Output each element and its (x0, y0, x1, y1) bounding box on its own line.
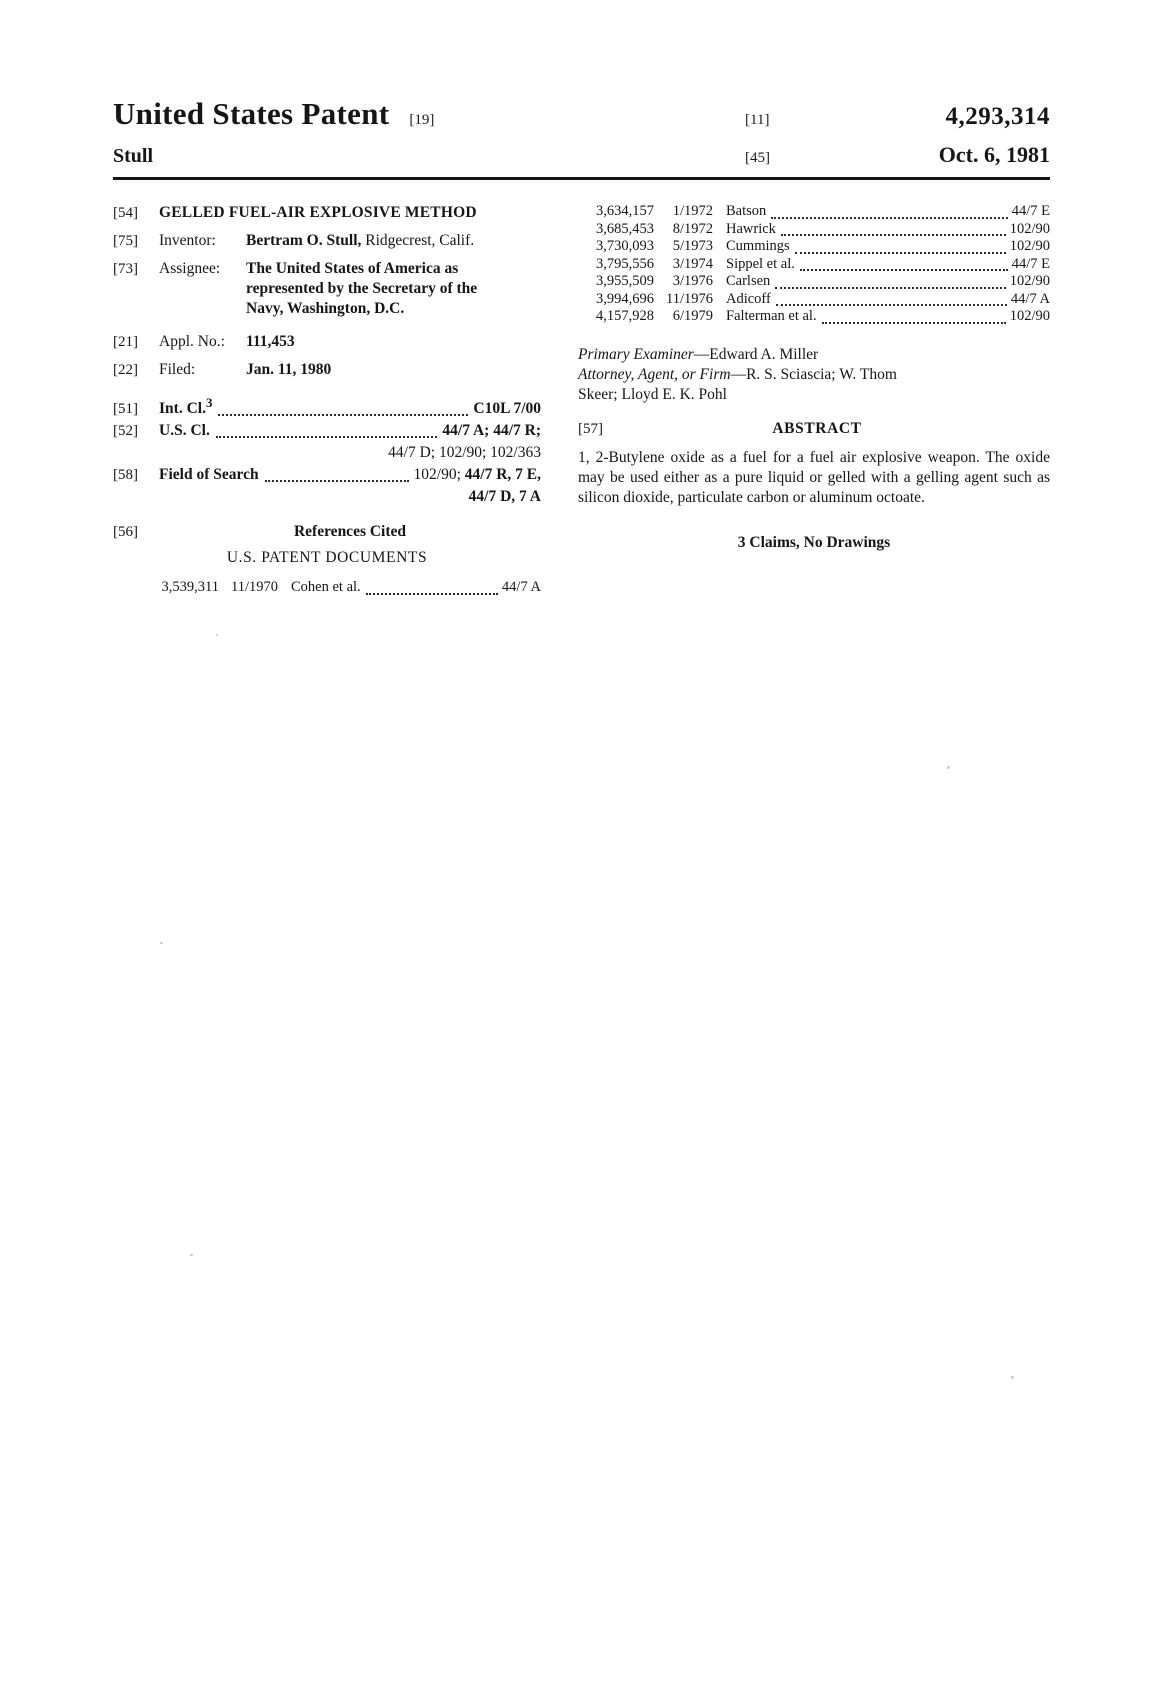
field-of-search-label: Field of Search (159, 466, 259, 484)
examiner-block (578, 345, 1050, 405)
ref-name: Falterman et al. (726, 308, 817, 324)
ref-name: Hawrick (726, 220, 776, 237)
em-dash: — (730, 365, 747, 383)
bibliographic-column (113, 203, 541, 597)
ref-name: Cummings (726, 238, 790, 254)
issue-date-block (745, 142, 1050, 168)
appl-no-value: 111,453 (246, 333, 295, 350)
filed-value: Jan. 11, 1980 (246, 361, 332, 378)
int-cl-value: C10L 7/00 (473, 400, 541, 418)
number-field-tag: [11] (745, 112, 770, 128)
dot-leader (822, 322, 1006, 324)
references-cited-row (113, 523, 541, 541)
dot-leader (265, 480, 409, 482)
field-tag-57: [57] (578, 420, 603, 437)
scan-speck (1011, 1376, 1014, 1379)
ref-date: 3/1974 (672, 255, 713, 272)
header-row-2 (113, 142, 1050, 168)
ref-class: 102/90 (1009, 273, 1050, 289)
scan-speck (947, 766, 950, 769)
abstract-heading: ABSTRACT (772, 419, 862, 437)
ref-number: 3,994,696 (596, 290, 654, 307)
appl-no-label: Appl. No.: (159, 333, 225, 350)
dot-leader (795, 252, 1006, 254)
field-tag-21: [21] (113, 334, 138, 350)
ref-name: Adicoff (726, 290, 771, 307)
ref-date: 3/1976 (672, 273, 713, 289)
reference-row (113, 579, 541, 597)
scan-speck (160, 942, 163, 944)
assignee-line-3: Navy, Washington, D.C. (246, 300, 405, 317)
reference-row (578, 308, 1050, 326)
filed-row (113, 360, 541, 380)
attorney-names-1: R. S. Sciascia; W. Thom (746, 365, 897, 383)
ref-number: 3,795,556 (596, 255, 654, 272)
us-cl-value-line2: 44/7 D; 102/90; 102/363 (388, 444, 541, 462)
int-cl-label: Int. Cl.$^3$ (159, 395, 213, 418)
ref-number: 3,539,311 (161, 579, 219, 596)
ref-number: 3,634,157 (596, 203, 654, 219)
assignee-row (113, 259, 541, 319)
field-tag-54: [54] (113, 205, 138, 221)
inventor-value (246, 231, 474, 251)
scan-speck (190, 1254, 193, 1256)
primary-examiner-label: Primary Examiner (578, 345, 694, 363)
reference-row (578, 221, 1050, 239)
ref-date: 6/1979 (672, 308, 713, 324)
page-title: United States Patent (113, 96, 390, 131)
ref-date: 5/1973 (672, 238, 713, 254)
dot-leader (776, 304, 1007, 306)
field-tag-51: [51] (113, 401, 138, 418)
us-cl-row (113, 421, 541, 441)
field-of-search-value-line2: 44/7 D, 7 A (468, 488, 541, 506)
scan-speck (216, 634, 218, 636)
date-field-tag: [45] (745, 150, 770, 166)
attorney-line (578, 365, 1050, 405)
ref-name: Carlsen (726, 273, 771, 289)
inventor-name: Bertram O. Stull, (246, 232, 362, 249)
reference-row (578, 273, 1050, 291)
field-tag-75: [75] (113, 233, 138, 249)
field-of-search-row (113, 465, 541, 485)
ref-number: 3,730,093 (596, 238, 654, 254)
ref-number: 3,685,453 (596, 220, 654, 237)
ref-class: 44/7 E (1011, 203, 1050, 219)
inventor-surname: Stull (113, 145, 154, 167)
us-cl-value-line1: 44/7 A; 44/7 R; (442, 422, 541, 440)
ref-name: Sippel et al. (726, 255, 795, 272)
issue-date: Oct. 6, 1981 (938, 142, 1050, 167)
ref-class: 102/90 (1009, 308, 1050, 324)
field-tag-22: [22] (113, 362, 138, 378)
ref-name: Batson (726, 203, 767, 219)
us-patent-documents-heading: U.S. PATENT DOCUMENTS (226, 549, 428, 567)
header-divider (113, 177, 1050, 180)
reference-row (578, 256, 1050, 274)
patent-number-block (745, 103, 1050, 131)
dot-leader (775, 287, 1005, 289)
abstract-heading-row (578, 420, 1050, 438)
primary-examiner-line (578, 345, 1050, 365)
field-of-search-value: 102/90; 44/7 R, 7 E, (413, 466, 541, 484)
ref-class: 44/7 A (501, 579, 541, 596)
dot-leader (218, 414, 468, 416)
filed-label: Filed: (159, 361, 196, 378)
dot-leader (800, 269, 1008, 271)
abstract-text: 1, 2-Butylene oxide as a fuel for a fuel air explosive weapon. The oxide may be used either as a pure liquid or gelled with a gelling agent such as silicon dioxide, particulate carbon or aluminum octoate. (578, 448, 1050, 507)
ref-class: 102/90 (1009, 238, 1050, 254)
field-tag-73: [73] (113, 261, 138, 277)
ref-name: Cohen et al. (291, 579, 361, 596)
us-cl-label: U.S. Cl. (159, 422, 210, 440)
dot-leader (366, 593, 498, 595)
inventor-location: Ridgecrest, Calif. (361, 232, 475, 249)
field-tag-52: [52] (113, 423, 138, 440)
field-tag-58: [58] (113, 467, 138, 484)
ref-number: 3,955,509 (596, 273, 654, 289)
em-dash: — (693, 345, 710, 363)
claims-note: 3 Claims, No Drawings (737, 534, 891, 552)
ref-date: 1/1972 (672, 203, 713, 219)
kind-code-tag: [19] (409, 112, 435, 128)
assignee-line-2: represented by the Secretary of the (246, 280, 478, 297)
attorney-names-2: Skeer; Lloyd E. K. Pohl (578, 385, 727, 403)
ref-class: 44/7 E (1011, 255, 1050, 272)
int-cl-superscript: 3 (205, 395, 213, 410)
ref-date: 11/1970 (231, 579, 278, 596)
field-tag-56: [56] (113, 524, 138, 541)
assignee-value (246, 259, 477, 319)
dot-leader (781, 234, 1006, 236)
ref-class: 44/7 A (1010, 290, 1050, 307)
reference-row (578, 238, 1050, 256)
assignee-line-1: The United States of America as (246, 260, 459, 277)
int-cl-row (113, 393, 541, 419)
inventor-label: Inventor: (159, 232, 216, 249)
inventor-row (113, 231, 541, 251)
header-row-1 (113, 96, 1050, 132)
attorney-label: Attorney, Agent, or Firm (578, 365, 731, 383)
ref-number: 4,157,928 (596, 308, 654, 324)
ref-class: 102/90 (1009, 220, 1050, 237)
references-column (578, 203, 1050, 597)
appl-no-row (113, 332, 541, 352)
ref-date: 8/1972 (672, 220, 713, 237)
reference-row (578, 291, 1050, 309)
dot-leader (216, 436, 438, 438)
ref-date: 11/1976 (666, 290, 713, 307)
dot-leader (771, 217, 1007, 219)
reference-row (578, 203, 1050, 221)
references-cited-heading: References Cited (293, 523, 407, 541)
invention-title-row (113, 203, 541, 223)
invention-title: GELLED FUEL-AIR EXPLOSIVE METHOD (159, 204, 477, 221)
assignee-label: Assignee: (159, 260, 221, 277)
patent-number: 4,293,314 (945, 103, 1050, 130)
primary-examiner-name: Edward A. Miller (709, 345, 819, 363)
